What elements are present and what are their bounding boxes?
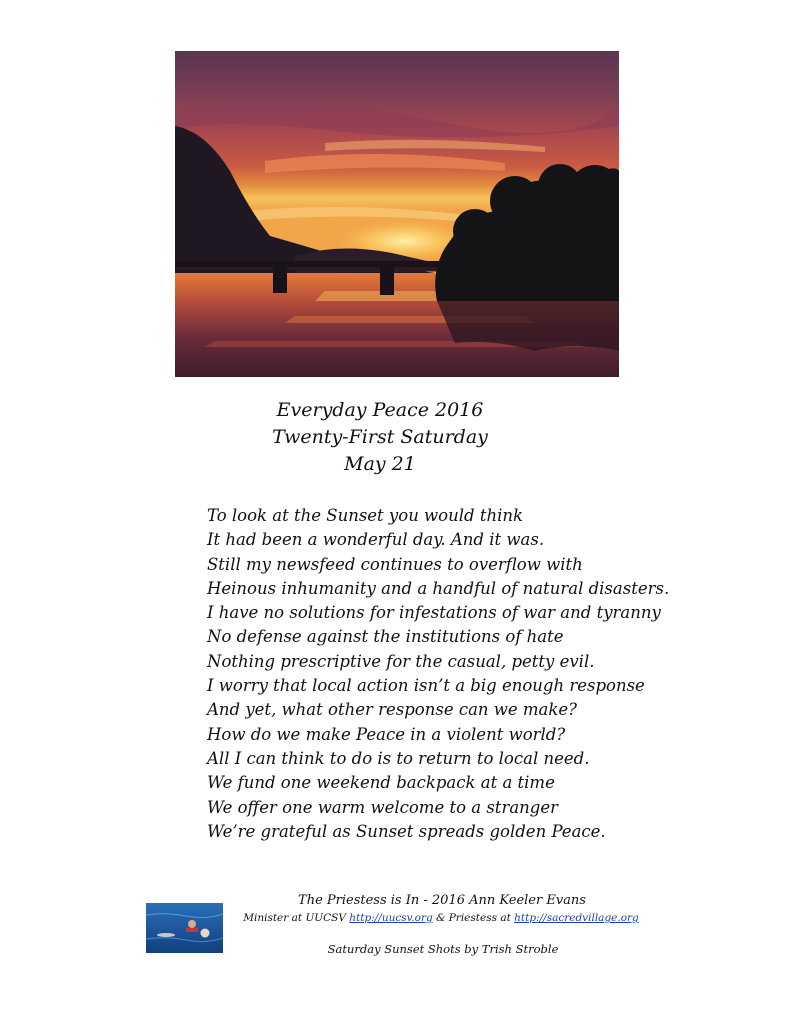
poem-line: All I can think to do is to return to local need. xyxy=(207,748,590,768)
sunset-photo xyxy=(175,51,619,377)
title-block xyxy=(230,397,530,478)
footer-title: The Priestess is In - 2016 Ann Keeler Evans xyxy=(298,893,586,908)
page-date: May 21 xyxy=(344,453,416,475)
uucsv-link[interactable]: http://uucsv.org xyxy=(349,912,433,924)
poem-line: Still my newsfeed continues to overflow with xyxy=(207,554,583,574)
poem-line: And yet, what other response can we make? xyxy=(207,700,578,720)
poem-line: No defense against the institutions of hate xyxy=(207,627,564,647)
page-title: Everyday Peace 2016 xyxy=(276,399,484,421)
poem-line: I have no solutions for infestations of war and tyranny xyxy=(207,603,661,623)
poem-line: We’re grateful as Sunset spreads golden Peace. xyxy=(207,821,606,841)
photo-credit xyxy=(313,942,573,956)
poem-line: It had been a wonderful day. And it was. xyxy=(207,530,545,550)
poem-line: To look at the Sunset you would think xyxy=(207,506,523,525)
shots-label: Saturday Sunset Shots xyxy=(327,942,461,956)
minister-text: Minister at UUCSV xyxy=(243,912,350,924)
poem xyxy=(207,504,670,844)
poem-line: I worry that local action isn’t a big enough response xyxy=(207,676,645,696)
swimmers-photo xyxy=(146,903,223,953)
poem-line: How do we make Peace in a violent world? xyxy=(207,724,566,744)
photographer-name: by Trish Stroble xyxy=(460,942,559,956)
sacredvillage-link[interactable]: http://sacredvillage.org xyxy=(514,912,639,924)
poem-line: We fund one weekend backpack at a time xyxy=(207,773,555,793)
poem-line: We offer one warm welcome to a stranger xyxy=(207,797,559,817)
poem-line: Heinous inhumanity and a handful of natural disasters. xyxy=(207,578,670,598)
poem-line: Nothing prescriptive for the casual, petty evil. xyxy=(207,651,595,671)
priestess-text: & Priestess at xyxy=(432,912,515,924)
page-subtitle: Twenty-First Saturday xyxy=(272,426,488,448)
footer-credit xyxy=(241,912,641,924)
